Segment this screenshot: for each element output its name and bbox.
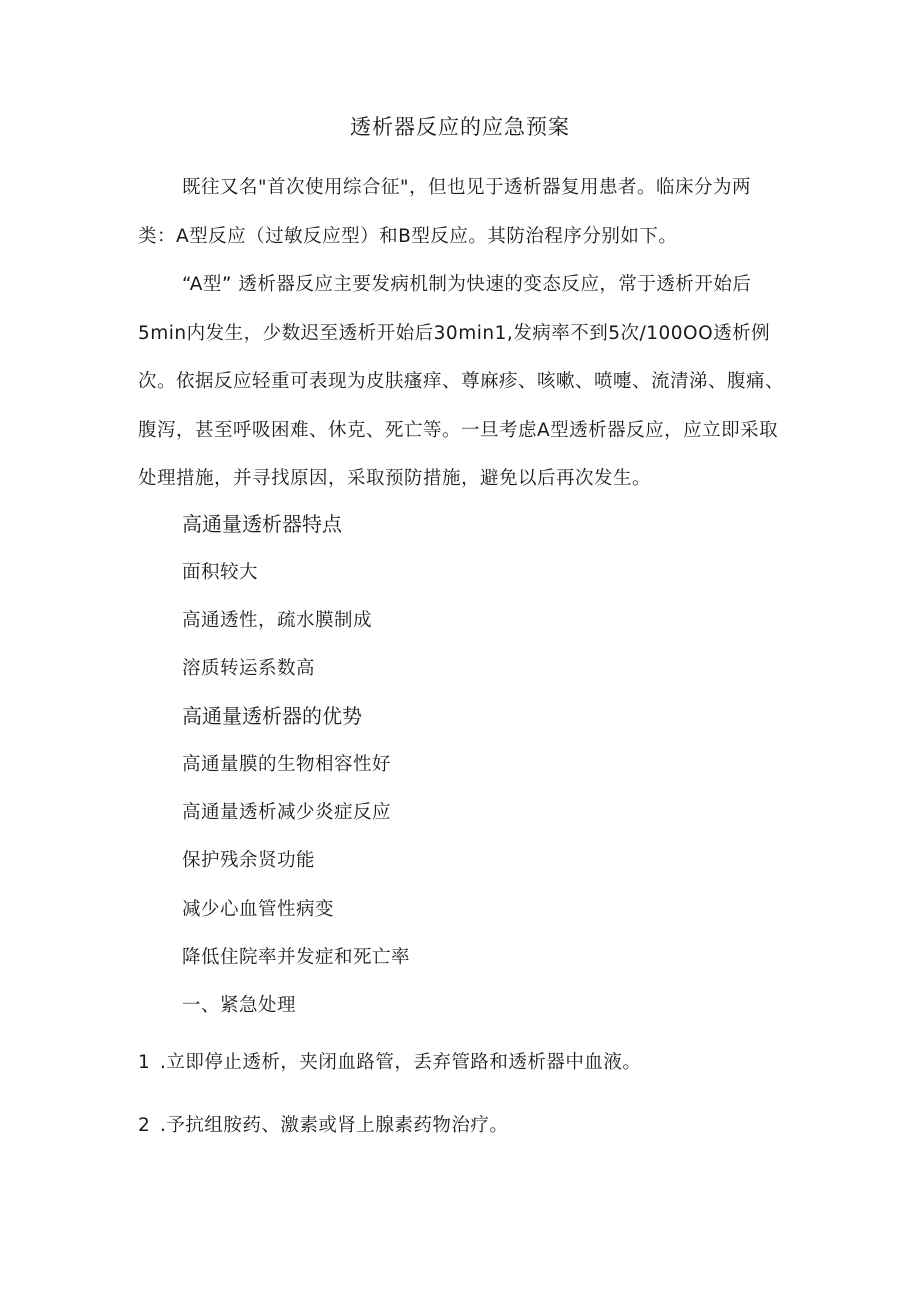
list-item: 高通量透析减少炎症反应 xyxy=(182,802,392,823)
list-item: 降低住院率并发症和死亡率 xyxy=(182,947,411,968)
emergency-step xyxy=(138,1111,508,1141)
document-title: 透析器反应的应急预案 xyxy=(350,115,570,139)
list-item: 减少心血管性病变 xyxy=(182,899,335,920)
step-text: .立即停止透析，夹闭血路管，丢弃管路和透析器中血液。 xyxy=(160,1052,642,1073)
step-number: 2 xyxy=(138,1115,151,1136)
section-heading-features: 高通量透析器特点 xyxy=(182,514,342,536)
intro-paragraph: 既往又名"首次使用综合征"，但也见于透析器复用患者。临床分为两类：A型反应（过敏反应型）和B型反应。其防治程序分别如下。 xyxy=(138,177,752,247)
emergency-step xyxy=(138,1048,641,1078)
list-item: 溶质转运系数高 xyxy=(182,658,316,679)
list-item: 面积较大 xyxy=(182,562,259,583)
list-item: 高通量膜的生物相容性好 xyxy=(182,754,392,775)
section-heading-emergency: 一、紧急处理 xyxy=(182,995,297,1016)
list-item: 保护残余贤功能 xyxy=(182,850,316,871)
type-a-paragraph: “A型” 透析器反应主要发病机制为快速的变态反应，常于透析开始后5min内发生，少数迟至透析开始后30min1,发病率不到5次/100OO透析例次。依据反应轻重可表现为皮肤瘙痒、尊麻疹、咳嗽、喷嚏、流清涕、腹痛、腹泻，甚至呼吸困难、休克、死亡等。一旦考虑A型透析器反应，应立即采取处理措施，并寻找原因，采取预防措施，避免以后再次发生。 xyxy=(138,274,785,489)
section-heading-advantages: 高通量透析器的优势 xyxy=(182,706,362,728)
list-item: 高通透性，疏水膜制成 xyxy=(182,610,373,631)
step-text: .予抗组胺药、激素或肾上腺素药物治疗。 xyxy=(160,1115,509,1136)
step-number: 1 xyxy=(138,1052,151,1073)
